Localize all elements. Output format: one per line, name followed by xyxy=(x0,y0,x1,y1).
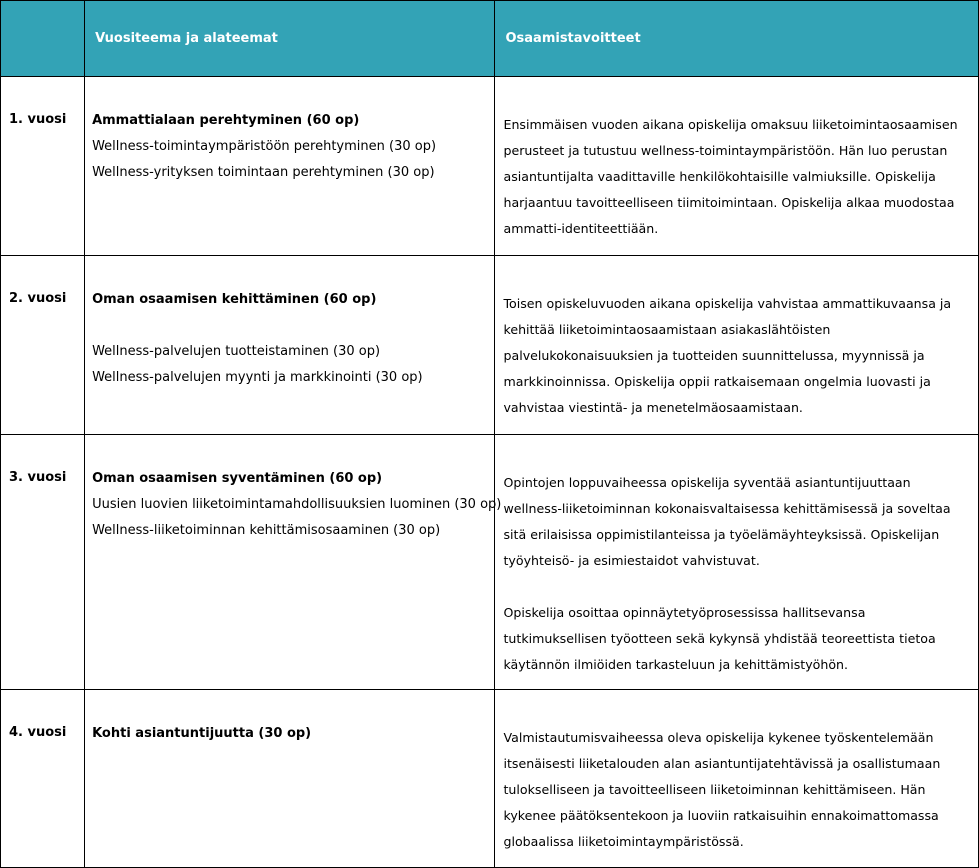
table-row xyxy=(1,435,979,690)
year-cell: 1. vuosi xyxy=(1,77,85,256)
goal-paragraph: Opiskelija osoittaa opinnäytetyöprosessissa hallitsevansa tutkimuksellisen työotteen sekä kykynsä yhdistää teoreettista tietoa käytännön ilmiöiden tarkasteluun ja kehittämistyöhön. xyxy=(503,605,936,672)
header-theme xyxy=(85,1,495,77)
theme-cell xyxy=(85,77,495,256)
subtheme: Wellness-toimintaympäristöön perehtyminen (30 op) xyxy=(92,139,437,154)
subtheme: Uusien luovien liiketoimintamahdollisuuksien luominen (30 op) xyxy=(92,497,502,512)
goals-cell xyxy=(495,77,979,256)
goal-paragraph: Toisen opiskeluvuoden aikana opiskelija vahvistaa ammattikuvaansa ja kehittää liiketoimintaosaamistaan asiakaslähtöisten palvelukokonaisuuksien ja tuotteiden suunnittelussa, myynnissä ja markkinoinnissa. Opiskelija oppii ratkaisemaan ongelmia luovasti ja vahvistaa viestintä- ja menetelmäosaamistaan. xyxy=(503,296,952,415)
year-cell: 4. vuosi xyxy=(1,690,85,868)
goal-paragraph: Valmistautumisvaiheessa oleva opiskelija kykenee työskentelemään itsenäisesti liiketalouden alan asiantuntijatehtävissä ja osallistumaan tulokselliseen ja tavoitteelliseen liiketoiminnan kehittämiseen. Hän kykenee päätöksentekoon ja luoviin ratkaisuihin ennakoimattomassa globaalissa liiketoimintaympäristössä. xyxy=(503,730,941,849)
header-goals xyxy=(495,1,979,77)
goal-paragraph: Opintojen loppuvaiheessa opiskelija syventää asiantuntijuuttaan wellness-liiketoiminnan kokonaisvaltaisessa kehittämisessä ja soveltaa sitä erilaisissa oppimistilanteissa ja työelämäyhteyksissä. Opiskelijan työyhteisö- ja esimiestaidot vahvistuvat. xyxy=(503,475,951,568)
goals-cell xyxy=(495,256,979,435)
subtheme: Wellness-yrityksen toimintaan perehtyminen (30 op) xyxy=(92,165,435,180)
subtheme: Wellness-palvelujen myynti ja markkinointi (30 op) xyxy=(92,370,423,385)
goal-paragraph: Ensimmäisen vuoden aikana opiskelija omaksuu liiketoimintaosaamisen perusteet ja tutustuu wellness-toimintaympäristöön. Hän luo perustan asiantuntijalta vaadittaville henkilökohtaisille valmiuksille. Opiskelija harjaantuu tavoitteelliseen tiimitoimintaan. Opiskelija alkaa muodostaa ammatti-identiteettiään. xyxy=(503,117,958,236)
theme-title: Kohti asiantuntijuutta (30 op) xyxy=(92,726,312,741)
table-row xyxy=(1,77,979,256)
header-theme-label: Vuositeema ja alateemat xyxy=(95,31,278,46)
header-year xyxy=(1,1,85,77)
year-cell: 2. vuosi xyxy=(1,256,85,435)
header-goals-label: Osaamistavoitteet xyxy=(505,31,641,46)
theme-title: Ammattialaan perehtyminen (60 op) xyxy=(92,113,360,128)
table-row xyxy=(1,256,979,435)
theme-cell xyxy=(85,690,495,868)
table-header-row xyxy=(1,1,979,77)
goals-cell xyxy=(495,690,979,868)
year-cell: 3. vuosi xyxy=(1,435,85,690)
theme-cell xyxy=(85,256,495,435)
theme-title: Oman osaamisen syventäminen (60 op) xyxy=(92,471,383,486)
theme-cell xyxy=(85,435,502,690)
subtheme: Wellness-liiketoiminnan kehittämisosaaminen (30 op) xyxy=(92,523,441,538)
goals-cell xyxy=(495,435,979,690)
subtheme: Wellness-palvelujen tuotteistaminen (30 op) xyxy=(92,344,381,359)
theme-title: Oman osaamisen kehittäminen (60 op) xyxy=(92,292,377,307)
table-row xyxy=(1,690,979,868)
